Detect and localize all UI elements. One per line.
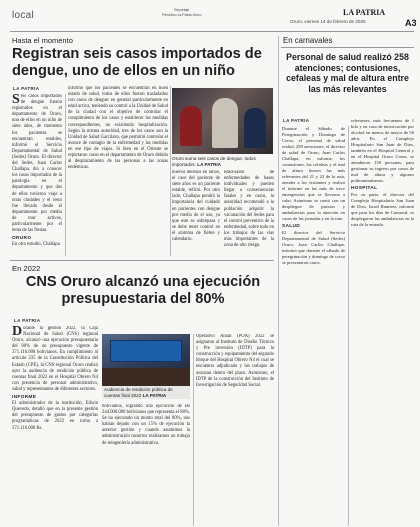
cns-photo-caption bbox=[102, 386, 190, 399]
photo-figure bbox=[244, 108, 266, 148]
right-story-col1-b: El director del Servicio Departamental de Salud (Sedes) Oruro, Juan Carlos Challapa, informó que durante el sábado de peregrinación y domingo de corso se presentaron casos. bbox=[282, 230, 345, 265]
masthead bbox=[10, 6, 417, 32]
dengue-photo-caption-text: Oruro suma seis casos de dengue, todos importados. bbox=[172, 156, 256, 167]
top-story-subhead: ORURO bbox=[12, 236, 32, 242]
big-story-kicker: En 2022 bbox=[12, 264, 41, 273]
cns-photo-caption-text: Audiencia de rendición pública de cuentas final 2022 bbox=[104, 387, 173, 398]
big-story-col1-text: urante la gestión 2022, la Caja Nacional de Salud (CNS) regional Oruro, alcanzó una ejecución presupuestaria del 80% de un presupuesto vigente de 371.116.000 bolivianos. En cumplimiento al artículo 235 de la Constitución Política del Estado (CPE), la CNS regional Oruro realizó ayer la audiencia de rendición pública de cuentas final 2022 en el Hospital Obrero N4 con presencia de personal administrativo, salud y representantes de diferentes sectores. bbox=[12, 326, 98, 392]
big-story-column-2: bolivianos, logrando una ejecución de Bs 244.000.000 bolivianos que representa el 80%. Se ha ejecutado un monto total del 80%, nos habían dejado con un 15% de ejecución la anterior gestión y cuando asumimos la administración nosotros realizamos un trabajo de reingeniería administrativa. bbox=[102, 404, 190, 446]
cns-photo bbox=[102, 334, 190, 386]
paper-logo: LA PATRIA bbox=[343, 8, 386, 17]
column-rule bbox=[278, 36, 279, 526]
photo-figure bbox=[180, 106, 202, 146]
big-story-col1-b: El administrador de la institución, Edwin Quevedo, detalló que en la presente gestión del presupuesto de gastos por categorías programáticas de 2022 en torno a 371.116.000 Bs. bbox=[12, 401, 98, 431]
right-story-subhead: SALUD bbox=[282, 224, 301, 229]
cns-photo-credit: LA PATRIA bbox=[142, 392, 167, 398]
dropcap: S bbox=[12, 94, 20, 107]
column-rule bbox=[193, 334, 194, 526]
right-story-column-2 bbox=[351, 118, 414, 526]
right-story-col1-text: Durante el Sábado de Peregrinación y Domingo de Corso, el personal de salud realizó 258 atenciones, el director de salud de Oruro, Juan Carlos Challapa, en informe, los contusiones, las cefaleas y el mal de altura fueron las más relevantes del 21 y 23 de la ruta, atender a los visitantes y realizó el informe en las más de trece emergencias que se llevaron a cabo. Asimismo se contó con un despliegue de puestos y ambulancias para la atención en casos de las jornadas y en la ruta. bbox=[282, 126, 345, 221]
top-story-byline: LA PATRIA bbox=[13, 86, 40, 91]
masthead-center-line-2: Periódico La Patria Oruro bbox=[162, 12, 202, 17]
dropcap: D bbox=[12, 326, 23, 339]
right-story-byline: LA PATRIA bbox=[283, 118, 310, 123]
top-story-column-2: informó que los pacientes se encuentran en buen estado de salud, todos de ellos fueron trasladados con casos de dengue: en general particularmente en edad activa, teniendo su control a la Unidad de Salud de la ciudad con el objetivo de controlar el cumplimiento de los casos y establecer las medidas correspondientes, no existiendo hospitalización. Según la misma autoridad, tres de los casos son la Unidad de Salud Garcilazo, que permitió controlar el avance de contagio de la enfermedad y las medidas en ese tipo de viajes. Si bien en el Oriente se reportaron casos en el departamento de Oruro debido al desplazamiento de las personas a las zonas endémicas. bbox=[68, 86, 168, 171]
section-divider bbox=[10, 260, 274, 261]
right-story-subhead-2: HOSPITAL bbox=[351, 186, 378, 191]
column-rule bbox=[170, 86, 171, 256]
dengue-photo-credit: LA PATRIA bbox=[197, 161, 221, 167]
top-story-col1-text: eis casos importados de dengue fueron registrados en el departamento de Oruro, uno de ellos en un niño de siete años, de momento los pacientes se encuentran estables, informó el Servicio Departamental de Salud (Sedes) Oruro. El director del Sedes, Juan Carlos Challapa, dio a conocer los casos importados de la patología en el departamento y que dos de ellos tuvieron viaje a otras ciudades y el resto fue llevado desde el departamento por medio de tour activos, particularmente por el tema de las fiestas. bbox=[12, 94, 62, 234]
issue-date: Oruro, viernes 14 de febrero de 2025 bbox=[290, 19, 366, 24]
page-number: A3 bbox=[405, 18, 417, 28]
dengue-photo-caption bbox=[172, 156, 273, 167]
top-story-kicker: Hasta el momento bbox=[12, 36, 73, 45]
section-label: local bbox=[12, 10, 35, 21]
right-story-column-1 bbox=[282, 126, 345, 526]
right-story-headline: Personal de salud realizó 258 atenciones; contusiones, cefaleas y mal de altura entre las más relevantes bbox=[286, 52, 409, 94]
photo-table bbox=[102, 368, 190, 386]
top-story-column-1 bbox=[12, 94, 62, 256]
top-story-column-4: edad-salón de enfermedades de bases individuales y pueden llegar a consecuencias fatales y en casos, la autoridad recomendó a la población adquirir la vacunación del Sedes para el control preventivo de la enfermedad, sobre todo en los trabajos de las vías más importantes de la zona de alto riesgo. bbox=[224, 170, 274, 249]
big-story-headline: CNS Oruro alcanzó una ejecución presupuestaria del 80% bbox=[25, 274, 261, 307]
top-story-column-3: nuevos decesos en niños, el caso del paciente de siete años es un paciente estable, refirió. Por otro lado, Challapa pondrá la importancia del cuidado en pacientes con dengue por medio de el uso, ya que este se sobrepasa y se debe tener control en el síntoma de fiebre y calendario. bbox=[172, 170, 220, 243]
dengue-photo bbox=[172, 88, 273, 154]
top-story-col1-b: En otro estudio, Challapa bbox=[12, 242, 60, 248]
masthead-center-line-1: Reportaje bbox=[174, 8, 190, 12]
right-story-kicker: En carnavales bbox=[281, 36, 414, 48]
photo-screen bbox=[110, 340, 182, 362]
right-story-header bbox=[281, 36, 414, 94]
right-story-col2-text: relevantes, más frecuentes de 1 kilo y en caso de intoxicación por alcohol en menos de mayor de 56 años. En el Complejo Hospitalario San Juan de Dios, también en el Hospital General y en el Hospital Oruro Corea, se atendieron 150 personas, para gestionar su ingreso por casos de mal de altura y algunos politraumatismos. bbox=[351, 118, 414, 183]
big-story-column-3: Operativo Anual (POA) 2022 se asignaron al Instituto de Diseño Técnico y Pre inversión (IDTP) para la construcción y equipamiento del segundo bloque del Hospital Obrero N4 el cual se encuentra adjudicado y los trabajos de avanzan dentro del plazo. Asimismo, el IDTP de la construcción del Instituto de Investigación de Seguridad Social. bbox=[196, 334, 274, 388]
photo-figure bbox=[212, 98, 238, 148]
column-rule bbox=[348, 126, 349, 526]
right-story-col2-b: Por su parte, el director del Complejo Hospitalario San Juan de Dios, Israel Ramírez, informó que para los días de Carnaval, se desplegaron las ambulancias en la ruta de la entrada. bbox=[351, 192, 414, 227]
top-story-headline: Registran seis casos importados de dengue, uno de ellos en un niño bbox=[12, 46, 262, 79]
big-story-subhead: INFORME bbox=[12, 395, 37, 401]
column-rule bbox=[65, 94, 66, 256]
big-story-byline: LA PATRIA bbox=[14, 318, 41, 323]
big-story-column-1 bbox=[12, 326, 98, 526]
masthead-center bbox=[162, 8, 202, 17]
